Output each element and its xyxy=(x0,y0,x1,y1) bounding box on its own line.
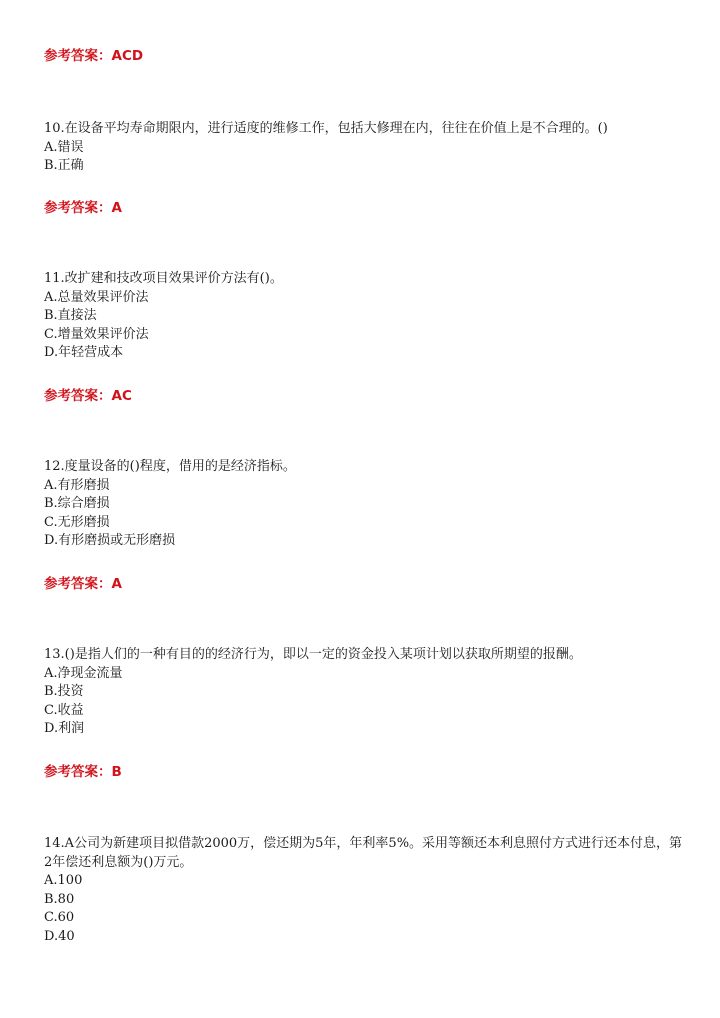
answer-label: 参考答案： xyxy=(44,388,112,404)
answer-q11 xyxy=(44,384,132,404)
answer-q13 xyxy=(44,760,122,780)
answer-value: A xyxy=(111,200,122,216)
option-d: D.有形磨损或无形磨损 xyxy=(44,533,176,548)
option-d: D.年轻营成本 xyxy=(44,345,124,360)
question-12 xyxy=(44,458,684,551)
answer-q9 xyxy=(44,44,143,64)
question-stem: 11.改扩建和技改项目效果评价方法有()。 xyxy=(44,271,283,286)
option-c: C.无形磨损 xyxy=(44,514,110,530)
option-b: B.直接法 xyxy=(44,308,97,323)
question-stem: 12.度量设备的()程度，借用的是经济指标。 xyxy=(44,459,296,474)
answer-value: AC xyxy=(111,388,132,404)
option-b: B.投资 xyxy=(44,684,84,699)
option-a: A.错误 xyxy=(44,139,84,155)
question-stem: 10.在设备平均寿命期限内，进行适度的维修工作，包括大修理在内，往往在价值上是不合理的。() xyxy=(44,121,608,136)
answer-q12 xyxy=(44,572,122,592)
option-a: A.有形磨损 xyxy=(44,477,110,493)
option-a: A.100 xyxy=(44,873,83,888)
answer-q10 xyxy=(44,196,122,216)
answer-value: B xyxy=(111,764,122,780)
option-b: B.正确 xyxy=(44,158,84,173)
option-d: D.40 xyxy=(44,928,75,944)
question-stem: 13.()是指人们的一种有目的的经济行为，即以一定的资金投入某项计划以获取所期望的报酬。 xyxy=(44,647,582,662)
option-c: C.60 xyxy=(44,910,75,925)
answer-value: A xyxy=(111,576,122,592)
question-stem: 14.A公司为新建项目拟借款2000万，偿还期为5年，年利率5%。采用等额还本利息照付方式进行还本付息，第2年偿还利息额为()万元。 xyxy=(44,836,683,870)
answer-label: 参考答案： xyxy=(44,764,112,780)
answer-label: 参考答案： xyxy=(44,48,112,64)
option-a: A.总量效果评价法 xyxy=(44,289,149,305)
question-13 xyxy=(44,646,684,739)
option-b: B.80 xyxy=(44,891,75,907)
question-14 xyxy=(44,835,684,946)
option-c: C.增量效果评价法 xyxy=(44,326,149,342)
answer-value: ACD xyxy=(111,48,144,64)
option-d: D.利润 xyxy=(44,721,85,736)
option-b: B.综合磨损 xyxy=(44,496,110,511)
option-c: C.收益 xyxy=(44,702,84,718)
question-11 xyxy=(44,270,684,363)
answer-label: 参考答案： xyxy=(44,576,112,592)
option-a: A.净现金流量 xyxy=(44,665,123,681)
answer-label: 参考答案： xyxy=(44,200,112,216)
question-10 xyxy=(44,120,684,176)
